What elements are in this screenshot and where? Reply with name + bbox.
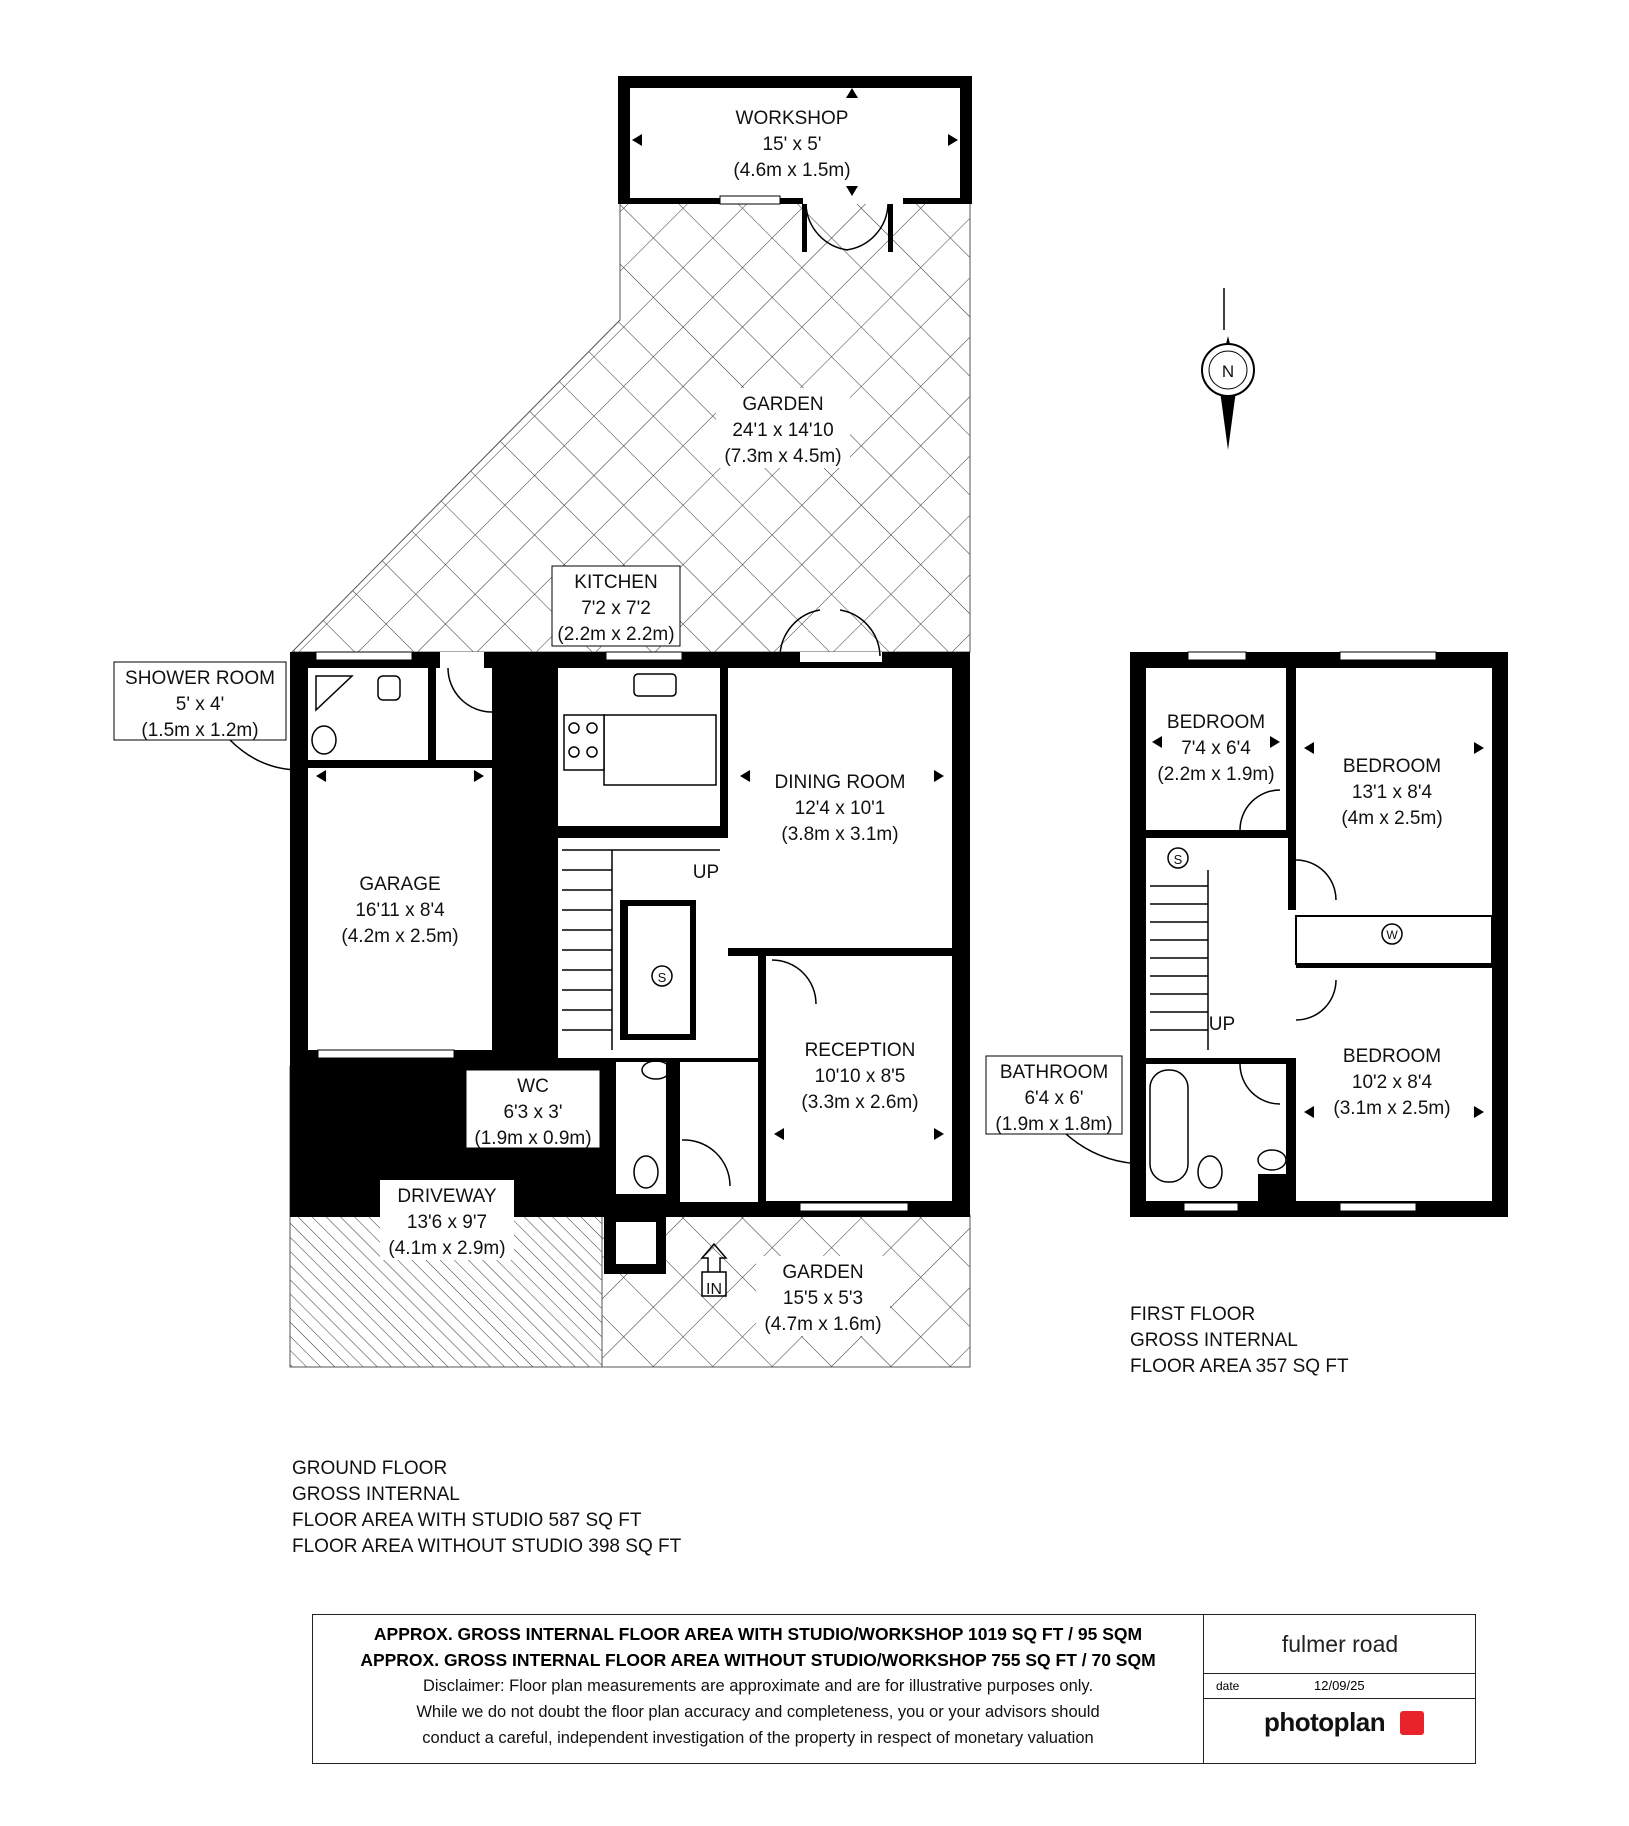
date-label: date xyxy=(1216,1679,1240,1693)
label-shower-room xyxy=(114,662,300,770)
svg-text:GARDEN: GARDEN xyxy=(782,1262,864,1283)
svg-text:(3.8m x 3.1m): (3.8m x 3.1m) xyxy=(781,824,899,845)
svg-text:BEDROOM: BEDROOM xyxy=(1342,1046,1442,1067)
date-value: 12/09/25 xyxy=(1314,1678,1365,1693)
bathroom-interior xyxy=(1146,1064,1258,1201)
svg-text:15' x 5': 15' x 5' xyxy=(762,134,822,155)
disclaimer-line-3: conduct a careful, independent investigation of the property in respect of monetary valuation xyxy=(422,1729,1094,1747)
svg-text:15'5 x 5'3: 15'5 x 5'3 xyxy=(782,1288,864,1309)
label-driveway xyxy=(380,1180,514,1260)
svg-text:13'1 x 8'4: 13'1 x 8'4 xyxy=(1351,782,1433,803)
area-without-studio: APPROX. GROSS INTERNAL FLOOR AREA WITHOUT STUDIO/WORKSHOP 755 SQ FT / 70 SQM xyxy=(360,1650,1156,1670)
svg-text:6'3 x 3': 6'3 x 3' xyxy=(503,1102,563,1123)
info-box xyxy=(312,1614,1476,1764)
label-garden-front xyxy=(756,1256,890,1336)
svg-text:WC: WC xyxy=(517,1076,549,1097)
shower-room-interior xyxy=(308,668,428,760)
ground-floor-note xyxy=(292,1458,682,1557)
svg-text:10'2 x 8'4: 10'2 x 8'4 xyxy=(1351,1072,1433,1093)
svg-text:SHOWER ROOM: SHOWER ROOM xyxy=(125,668,275,689)
svg-text:GARAGE: GARAGE xyxy=(359,874,441,895)
svg-text:(7.3m x 4.5m): (7.3m x 4.5m) xyxy=(724,446,842,467)
svg-text:7'4 x 6'4: 7'4 x 6'4 xyxy=(1181,738,1251,759)
svg-text:FLOOR AREA 357 SQ FT: FLOOR AREA 357 SQ FT xyxy=(1130,1356,1349,1377)
svg-text:5' x 4': 5' x 4' xyxy=(175,694,225,715)
svg-text:(1.9m x 0.9m): (1.9m x 0.9m) xyxy=(474,1128,592,1149)
svg-text:7'2 x 7'2: 7'2 x 7'2 xyxy=(581,598,651,619)
up-label-first: UP xyxy=(1208,1014,1236,1035)
svg-text:GROUND FLOOR: GROUND FLOOR xyxy=(292,1458,448,1479)
svg-text:RECEPTION: RECEPTION xyxy=(804,1040,916,1061)
svg-text:(4.7m x 1.6m): (4.7m x 1.6m) xyxy=(764,1314,882,1335)
brand-logo-text: photoplan xyxy=(1264,1707,1386,1737)
label-bathroom xyxy=(986,1056,1146,1164)
entrance-label: IN xyxy=(706,1281,722,1298)
svg-text:24'1 x 14'10: 24'1 x 14'10 xyxy=(732,420,834,441)
label-garden-rear xyxy=(716,388,850,468)
svg-text:(4.6m x 1.5m): (4.6m x 1.5m) xyxy=(733,160,851,181)
north-compass xyxy=(1202,288,1254,450)
svg-text:(2.2m x 1.9m): (2.2m x 1.9m) xyxy=(1157,764,1275,785)
wardrobe-label: W xyxy=(1386,928,1398,942)
svg-text:DINING ROOM: DINING ROOM xyxy=(774,772,906,793)
label-bedroom-main xyxy=(1341,756,1442,829)
svg-text:GARDEN: GARDEN xyxy=(742,394,824,415)
svg-text:FLOOR AREA WITH STUDIO 587 SQ: FLOOR AREA WITH STUDIO 587 SQ FT xyxy=(292,1510,642,1531)
up-label-ground: UP xyxy=(692,862,720,883)
svg-text:(4.2m x 2.5m): (4.2m x 2.5m) xyxy=(341,926,459,947)
svg-text:(4.1m x 2.9m): (4.1m x 2.9m) xyxy=(388,1238,506,1259)
storage-label-first: S xyxy=(1173,852,1183,867)
info-box-left xyxy=(313,1615,1204,1763)
svg-text:KITCHEN: KITCHEN xyxy=(574,572,658,593)
date-row xyxy=(1204,1674,1476,1699)
svg-text:(3.1m x 2.5m): (3.1m x 2.5m) xyxy=(1333,1098,1451,1119)
svg-text:GROSS INTERNAL: GROSS INTERNAL xyxy=(292,1484,460,1505)
svg-text:12'4 x 10'1: 12'4 x 10'1 xyxy=(794,798,886,819)
area-with-studio: APPROX. GROSS INTERNAL FLOOR AREA WITH STUDIO/WORKSHOP 1019 SQ FT / 95 SQM xyxy=(373,1624,1143,1644)
entrance-hall xyxy=(680,1062,758,1202)
svg-text:(2.2m x 2.2m): (2.2m x 2.2m) xyxy=(557,624,675,645)
svg-text:BEDROOM: BEDROOM xyxy=(1342,756,1442,777)
svg-text:6'4 x 6': 6'4 x 6' xyxy=(1024,1088,1084,1109)
svg-text:16'11 x 8'4: 16'11 x 8'4 xyxy=(355,900,445,921)
svg-text:FIRST FLOOR: FIRST FLOOR xyxy=(1130,1304,1256,1325)
label-kitchen xyxy=(552,566,680,646)
label-wc xyxy=(466,1070,600,1149)
brand-logo-icon xyxy=(1400,1711,1424,1735)
svg-text:DRIVEWAY: DRIVEWAY xyxy=(397,1186,497,1207)
svg-text:13'6 x 9'7: 13'6 x 9'7 xyxy=(406,1212,488,1233)
first-floor-note xyxy=(1130,1304,1349,1377)
svg-text:(3.3m x 2.6m): (3.3m x 2.6m) xyxy=(801,1092,919,1113)
north-label: N xyxy=(1221,362,1235,381)
svg-text:(1.9m x 1.8m): (1.9m x 1.8m) xyxy=(995,1114,1113,1135)
svg-text:WORKSHOP: WORKSHOP xyxy=(735,108,849,129)
label-reception xyxy=(801,1040,918,1113)
svg-text:FLOOR AREA WITHOUT STUDIO 398: FLOOR AREA WITHOUT STUDIO 398 SQ FT xyxy=(292,1536,682,1557)
svg-text:BATHROOM: BATHROOM xyxy=(999,1062,1109,1083)
disclaimer-line-1: Disclaimer: Floor plan measurements are approximate and are for illustrative purposes only. xyxy=(422,1677,1094,1695)
disclaimer-line-2: While we do not doubt the floor plan accuracy and completeness, you or your advisors should xyxy=(416,1703,1100,1721)
svg-text:BEDROOM: BEDROOM xyxy=(1166,712,1266,733)
property-address: fulmer road xyxy=(1204,1615,1476,1674)
info-box-right xyxy=(1204,1615,1476,1763)
svg-text:(1.5m x 1.2m): (1.5m x 1.2m) xyxy=(141,720,259,741)
svg-text:10'10 x 8'5: 10'10 x 8'5 xyxy=(814,1066,906,1087)
storage-label-ground: S xyxy=(657,970,667,985)
svg-text:GROSS INTERNAL: GROSS INTERNAL xyxy=(1130,1330,1298,1351)
svg-text:(4m x 2.5m): (4m x 2.5m) xyxy=(1341,808,1443,829)
